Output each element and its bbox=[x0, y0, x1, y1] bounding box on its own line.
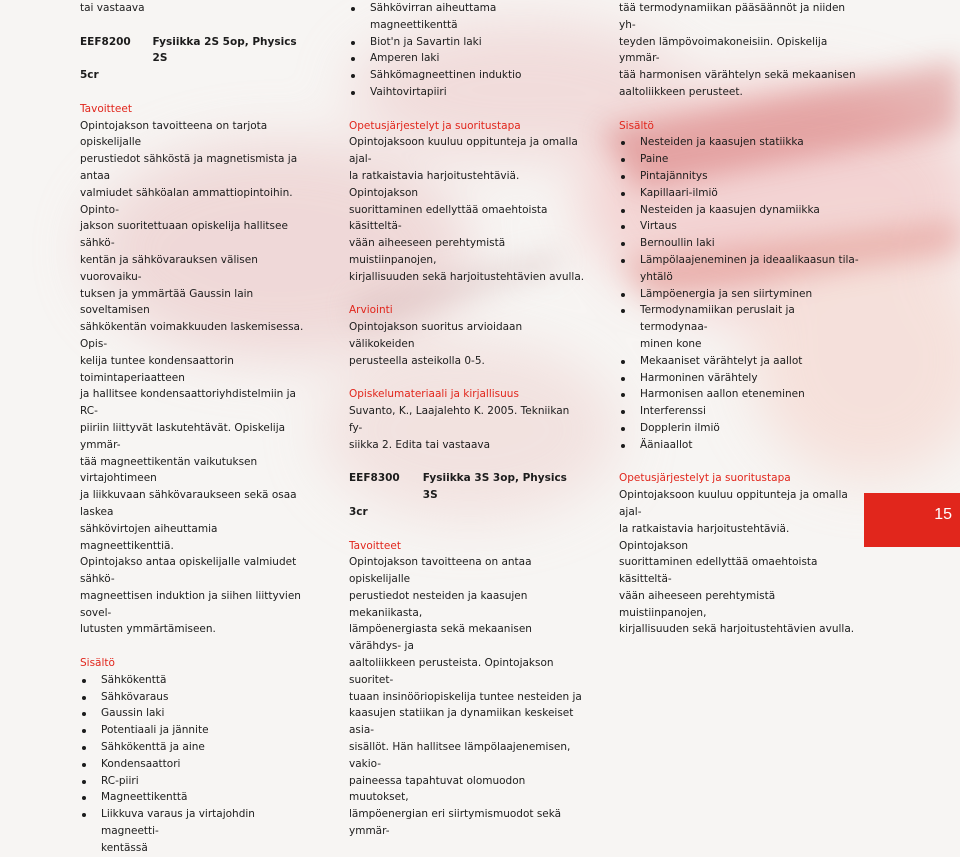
list-item: Ääniaallot bbox=[619, 437, 860, 454]
text-line: tää harmonisen värähtelyn sekä mekaanisen bbox=[619, 69, 856, 82]
goals-heading: Tavoitteet bbox=[80, 102, 132, 115]
text-line: teyden lämpövoimakoneisiin. Opiskelija ymmär- bbox=[619, 35, 828, 65]
materials-heading: Opiskelumateriaali ja kirjallisuus bbox=[349, 388, 519, 401]
methods-heading: Opetusjärjestelyt ja suoritustapa bbox=[619, 472, 791, 485]
list-item: Virtaus bbox=[619, 218, 860, 235]
list-item: Sähkömagneettinen induktio bbox=[349, 67, 585, 84]
text-line: aaltoliikkeen perusteista. Opintojakson suoritet- bbox=[349, 657, 554, 686]
course-name: Fysiikka 3S 3op, Physics 3S bbox=[422, 472, 567, 502]
list-item: Dopplerin ilmiö bbox=[619, 420, 860, 437]
course-header-eef8200 bbox=[80, 34, 312, 68]
content-heading: Sisältö bbox=[619, 119, 654, 132]
list-item: Kondensaattori bbox=[80, 756, 312, 773]
list-item: Sähkökenttä ja aine bbox=[80, 739, 312, 756]
list-item: Nesteiden ja kaasujen statiikka bbox=[619, 134, 860, 151]
list-item: Liikkuva varaus ja virtajohdin magneetti- kentässä bbox=[80, 806, 312, 856]
list-item: Lämpöenergia ja sen siirtyminen bbox=[619, 286, 860, 303]
text-line: kaasujen statiikan ja dynamiikan keskeiset asia- bbox=[349, 707, 574, 737]
text-line: Opintojaksoon kuuluu oppitunteja ja omalla ajal- bbox=[349, 136, 578, 166]
text-line: vään aiheeseen perehtymistä muistiinpanojen, bbox=[349, 237, 506, 266]
list-item: Harmoninen värähtely bbox=[619, 370, 860, 387]
list-item: Bernoullin laki bbox=[619, 235, 860, 252]
course-credits: 5cr bbox=[80, 69, 99, 82]
text-line: Suvanto, K., Laajalehto K. 2005. Tekniikan fy- bbox=[349, 405, 570, 434]
text-line: la ratkaistavia harjoitustehtäviä. Opintojakson bbox=[619, 522, 790, 552]
column-left bbox=[80, 0, 312, 857]
text-line: Opintojakso antaa opiskelijalle valmiudet sähkö- bbox=[80, 556, 297, 586]
text-line: ja hallitsee kondensaattoriyhdistelmiin ja RC- bbox=[80, 388, 296, 418]
text-line: perustiedot sähköstä ja magnetismista ja antaa bbox=[80, 153, 298, 182]
list-item: Sähkökenttä bbox=[80, 672, 312, 689]
text-line: piiriin liittyvät laskutehtävät. Opiskelija ymmär- bbox=[80, 421, 286, 451]
list-item: Paine bbox=[619, 151, 860, 168]
text-line: Opintojaksoon kuuluu oppitunteja ja omalla ajal- bbox=[619, 489, 848, 518]
text-line: siikka 2. Edita tai vastaava bbox=[349, 438, 491, 451]
list-item: Sähkövirran aiheuttama magneettikenttä bbox=[349, 0, 585, 34]
text-line: tää termodynamiikan pääsäännöt ja niiden yh- bbox=[619, 2, 846, 31]
text-line: perusteella asteikolla 0-5. bbox=[349, 354, 485, 367]
list-item: Vaihtovirtapiiri bbox=[349, 84, 585, 101]
goals-text bbox=[80, 118, 312, 639]
text-line: suorittaminen edellyttää omaehtoista käsitteltä- bbox=[349, 203, 548, 233]
text-line: lämpöenergian eri siirtymismuodot sekä ymmär- bbox=[349, 808, 562, 838]
page-number: 15 bbox=[934, 506, 952, 523]
top-line: tai vastaava bbox=[80, 2, 145, 14]
list-item: Mekaaniset värähtelyt ja aallot bbox=[619, 353, 860, 370]
text-line: jakson suoritettuaan opiskelija hallitsee sähkö- bbox=[80, 220, 288, 250]
text-line: Opintojakson tavoitteena on tarjota opiskelijalle bbox=[80, 119, 268, 149]
methods-heading: Opetusjärjestelyt ja suoritustapa bbox=[349, 119, 521, 132]
course-code: EEF8200 bbox=[80, 35, 131, 48]
text-line: perustiedot nesteiden ja kaasujen mekaniikasta, bbox=[349, 589, 528, 619]
list-item: Lämpölaajeneminen ja ideaalikaasun tila- yhtälö bbox=[619, 252, 860, 286]
course-name: Fysiikka 2S 5op, Physics 2S bbox=[152, 35, 297, 65]
text-line: tuksen ja ymmärtää Gaussin lain soveltamisen bbox=[80, 287, 254, 317]
list-item: Magneettikenttä bbox=[80, 789, 312, 806]
page-number-tab bbox=[864, 493, 960, 547]
list-item: Potentiaali ja jännite bbox=[80, 722, 312, 739]
list-item: Biot'n ja Savartin laki bbox=[349, 34, 585, 51]
list-item: Sähkövaraus bbox=[80, 689, 312, 706]
content-list-continued bbox=[349, 0, 585, 101]
list-item: Harmonisen aallon eteneminen bbox=[619, 386, 860, 403]
text-line: Opintojakson suoritus arvioidaan välikokeiden bbox=[349, 321, 523, 350]
text-line: aaltoliikkeen perusteet. bbox=[619, 85, 743, 98]
text-line: lutusten ymmärtämiseen. bbox=[80, 623, 216, 636]
text-line: suorittaminen edellyttää omaehtoista käsitteltä- bbox=[619, 556, 818, 586]
text-line: Opintojakson tavoitteena on antaa opiskelijalle bbox=[349, 556, 532, 586]
course-code: EEF8300 bbox=[349, 472, 400, 485]
list-item: Kapillaari-ilmiö bbox=[619, 185, 860, 202]
list-item: Nesteiden ja kaasujen dynamiikka bbox=[619, 202, 860, 219]
list-item: Gaussin laki bbox=[80, 705, 312, 722]
list-item: Amperen laki bbox=[349, 50, 585, 67]
course-credits: 3cr bbox=[349, 505, 368, 518]
assessment-heading: Arviointi bbox=[349, 304, 393, 317]
content-list bbox=[619, 134, 860, 453]
text-line: valmiudet sähköalan ammattiopintoihin. Opinto- bbox=[80, 186, 293, 216]
list-item: Termodynamiikan peruslait ja termodynaa- minen kone bbox=[619, 302, 860, 352]
text-line: sähkövirtojen aiheuttamia magneettikenttiä. bbox=[80, 522, 218, 552]
column-right bbox=[619, 0, 860, 638]
content-heading: Sisältö bbox=[80, 657, 115, 670]
course-header-eef8300 bbox=[349, 470, 585, 504]
list-item: RC-piiri bbox=[80, 773, 312, 790]
text-line: kentän ja sähkövarauksen välisen vuorovaiku- bbox=[80, 253, 258, 283]
text-line: ja liikkuvaan sähkövaraukseen sekä osaa laskea bbox=[80, 489, 297, 518]
text-line: kirjallisuuden sekä harjoitustehtävien avulla. bbox=[619, 623, 855, 636]
text-line: tää magneettikentän vaikutuksen virtajohtimeen bbox=[80, 455, 258, 485]
text-line: vään aiheeseen perehtymistä muistiinpanojen, bbox=[619, 589, 776, 619]
text-line: lämpöenergiasta sekä mekaanisen värähdys- ja bbox=[349, 623, 532, 653]
text-line: paineessa tapahtuvat olomuodon muutokset, bbox=[349, 774, 526, 804]
text-line: tuaan insinööriopiskelija tuntee nesteiden ja bbox=[349, 690, 582, 703]
text-line: la ratkaistavia harjoitustehtäviä. Opintojakson bbox=[349, 169, 520, 199]
list-item: Interferenssi bbox=[619, 403, 860, 420]
goals-heading: Tavoitteet bbox=[349, 539, 401, 552]
column-middle bbox=[349, 0, 585, 840]
text-line: magneettisen induktion ja siihen liittyvien sovel- bbox=[80, 589, 301, 619]
list-item: Pintajännitys bbox=[619, 168, 860, 185]
text-line: kirjallisuuden sekä harjoitustehtävien avulla. bbox=[349, 270, 585, 283]
content-list bbox=[80, 672, 312, 857]
text-line: kelija tuntee kondensaattorin toimintaperiaatteen bbox=[80, 354, 234, 384]
text-line: sisällöt. Hän hallitsee lämpölaajenemisen, vakio- bbox=[349, 741, 571, 770]
text-line: sähkökentän voimakkuuden laskemisessa. Opis- bbox=[80, 321, 304, 350]
